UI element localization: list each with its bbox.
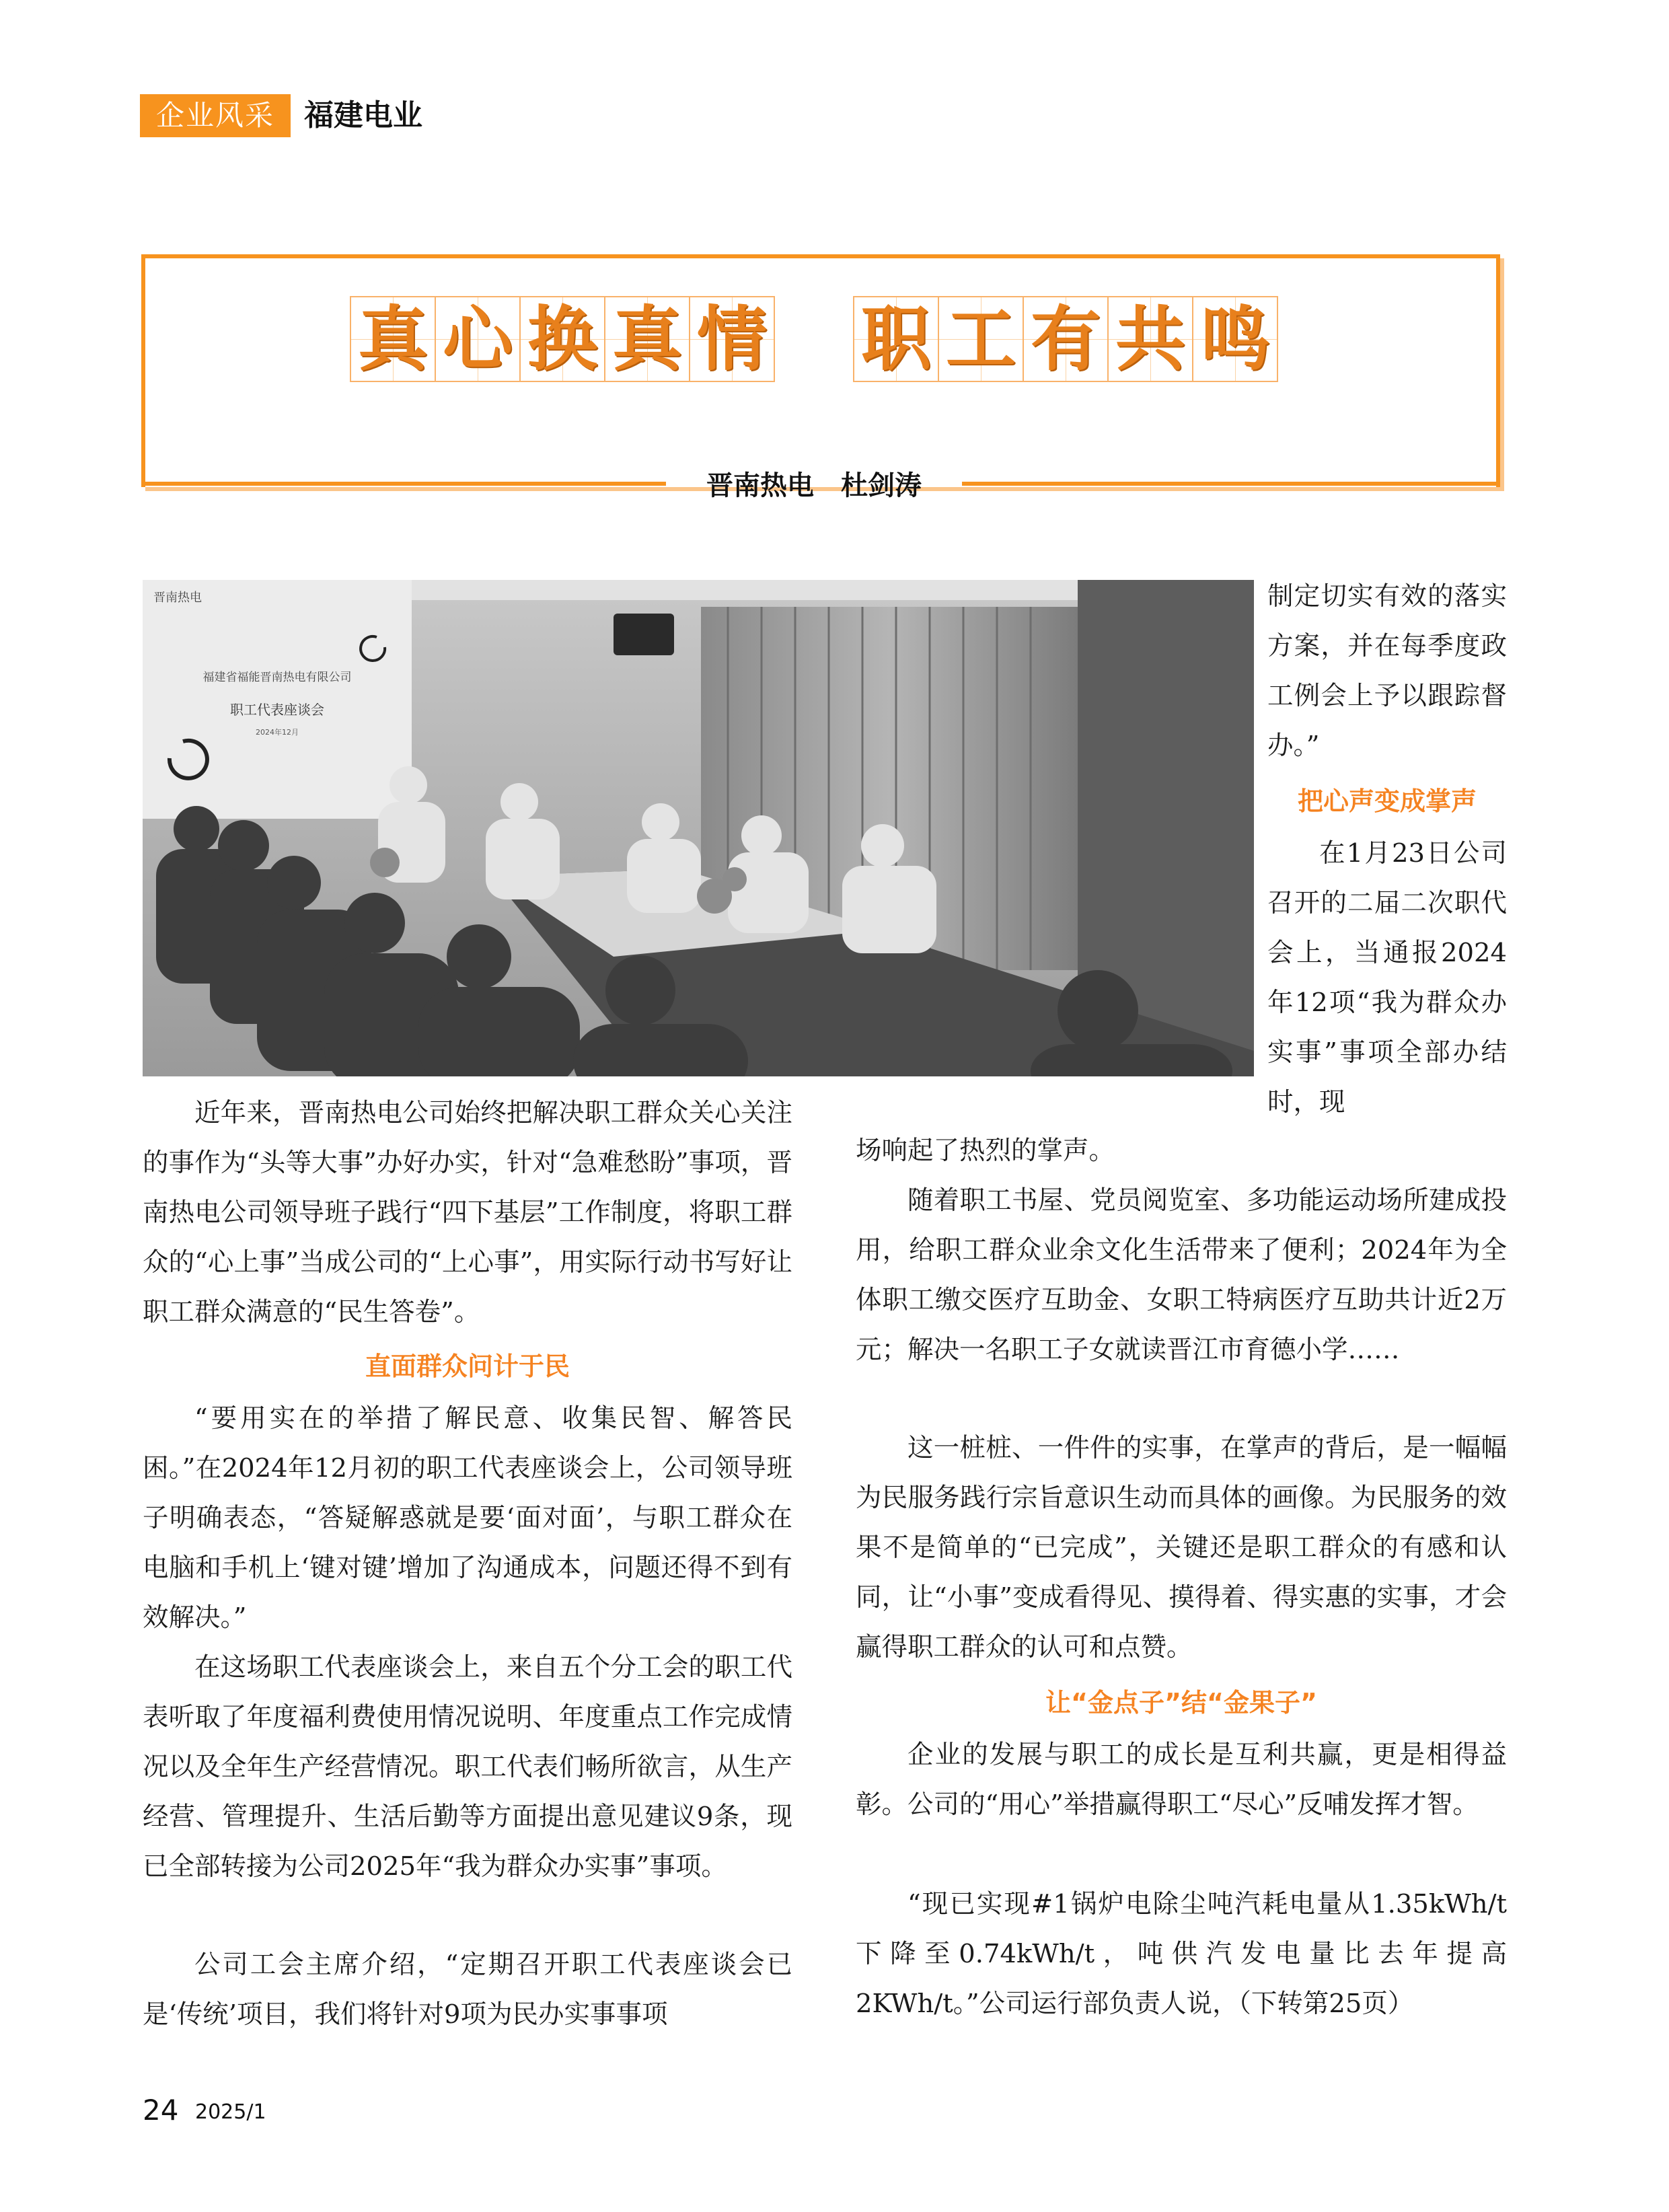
screen-line-2: 职工代表座谈会	[230, 702, 324, 718]
title-char: 鸣	[1192, 296, 1278, 382]
byline-rule-left	[141, 482, 666, 486]
right-paragraph-3: 随着职工书屋、党员阅览室、多功能运动场所建成投用，给职工群众业余文化生活带来了便利；2024年为全体职工缴交医疗互助金、女职工特病医疗互助共计近2万元；解决一名职工子女就读晋江市育德小学……	[856, 1185, 1507, 1365]
page-number: 24	[143, 2094, 179, 2127]
title-char: 换	[519, 296, 605, 382]
byline: 晋南热电 杜剑涛	[706, 470, 922, 501]
photo-logo-text: 晋南热电	[153, 591, 202, 605]
title-char: 有	[1023, 296, 1109, 382]
right-paragraph-5: 企业的发展与职工的成长是互利共赢，更是相得益彰。公司的“用心”举措赢得职工“尽心”反哺发挥才智。	[856, 1740, 1507, 1820]
title-char: 真	[604, 296, 690, 382]
heading-face-the-masses: 直面群众问计于民	[365, 1352, 570, 1381]
meeting-photo	[143, 580, 1254, 1076]
title-char: 职	[853, 296, 939, 382]
magazine-name: 福建电业	[304, 98, 422, 133]
title-char: 共	[1107, 296, 1193, 382]
right-paragraph-6: “现已实现#1锅炉电除尘吨汽耗电量从1.35kWh/t下降至0.74kWh/t，吨供汽发电量比去年提高2KWh/t。”公司运行部负责人说，（下转第25页）	[856, 1889, 1507, 2019]
heading-golden-ideas: 让“金点子”结“金果子”	[1045, 1688, 1317, 1718]
left-paragraph-3: 公司工会主席介绍，“定期召开职工代表座谈会已是‘传统’项目，我们将针对9项为民办实事事项	[143, 1950, 792, 2030]
intro-paragraph: 近年来，晋南热电公司始终把解决职工群众关心关注的事作为“头等大事”办好办实，针对“急难愁盼”事项，晋南热电公司领导班子践行“四下基层”工作制度，将职工群众的“心上事”当成公司的“上心事”，用实际行动书写好让职工群众满意的“民生答卷”。	[143, 1098, 792, 1327]
issue-date: 2025/1	[195, 2100, 266, 2124]
right-paragraph-4: 这一桩桩、一件件的实事，在掌声的背后，是一幅幅为民服务践行宗旨意识生动而具体的画像。为民服务的效果不是简单的“已完成”，关键还是职工群众的有感和认同，让“小事”变成看得见、摸得着、得实惠的实事，才会赢得职工群众的认可和点赞。	[856, 1433, 1507, 1662]
right-paragraph-2-continued: 场响起了热烈的掌声。	[856, 1136, 1115, 1166]
left-paragraph-1: “要用实在的举措了解民意、收集民智、解答民困。”在2024年12月初的职工代表座谈会上，公司领导班子明确表态，“答疑解惑就是要‘面对面’，与职工群众在电脑和手机上‘键对键’增加了沟通成本，问题还得不到有效解决。”	[143, 1403, 792, 1633]
heading-heart-to-applause: 把心声变成掌声	[1297, 786, 1477, 816]
title-char: 心	[435, 296, 521, 382]
screen-date: 2024年12月	[256, 728, 299, 737]
right-top-paragraph: 制定切实有效的落实方案，并在每季度政工例会上予以跟踪督办。”	[1267, 581, 1507, 761]
right-paragraph-2: 在1月23日公司召开的二届二次职代会上，当通报2024年12项“我为群众办实事”事项全部办结时，现	[1267, 838, 1507, 1117]
article-title	[350, 296, 1277, 382]
title-char: 工	[938, 296, 1024, 382]
title-char: 真	[350, 296, 436, 382]
title-char: 情	[689, 296, 775, 382]
left-paragraph-2: 在这场职工代表座谈会上，来自五个分工会的职工代表听取了年度福利费使用情况说明、年度重点工作完成情况以及全年生产经营情况。职工代表们畅所欲言，从生产经营、管理提升、生活后勤等方面提出意见建议9条，现已全部转接为公司2025年“我为群众办实事”事项。	[143, 1652, 792, 1882]
screen-line-1: 福建省福能晋南热电有限公司	[202, 671, 352, 684]
section-tag: 企业风采	[140, 94, 291, 137]
byline-rule-right	[962, 482, 1500, 486]
